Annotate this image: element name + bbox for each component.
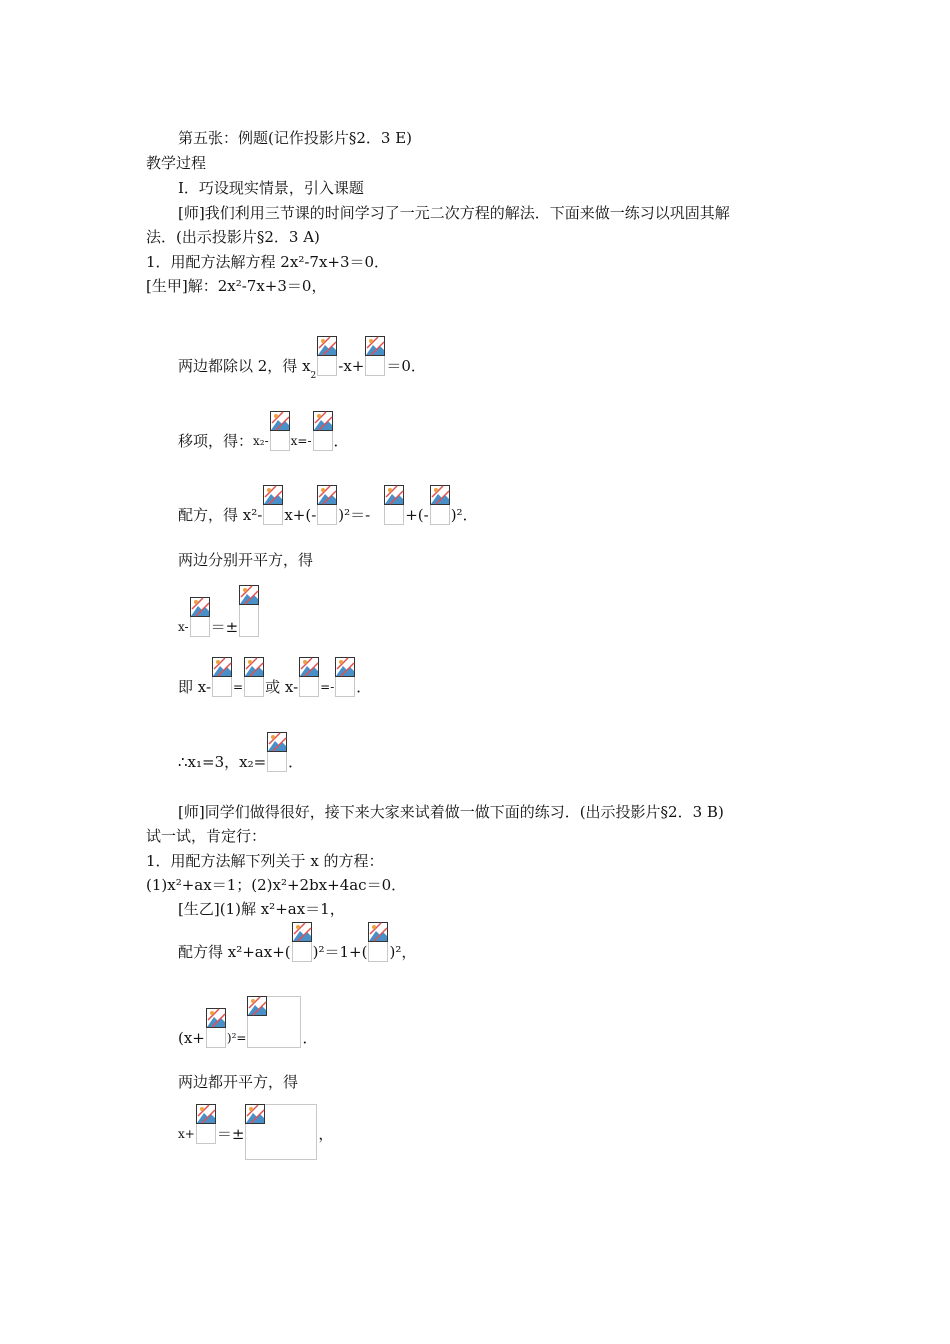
formula-image-placeholder	[335, 657, 355, 697]
formula-image-placeholder	[430, 485, 450, 525]
step-divide: 两边都除以 2，得 x 2 -x+ ＝0．	[178, 336, 426, 376]
formula-image-placeholder	[317, 336, 337, 376]
formula-image-placeholder	[267, 732, 287, 772]
step-b-square: (x+ )²= ．	[178, 996, 317, 1048]
broken-image-icon	[245, 1104, 265, 1124]
slide5-heading: 第五张：例题(记作投影片§2．3 E)	[178, 129, 413, 147]
step-move: 移项，得： x₂- x=- ．	[178, 411, 349, 451]
section-1-title: Ⅰ．巧设现实情景，引入课题	[178, 179, 364, 197]
teacher-paragraph-1: [师]我们利用三节课的时间学习了一元二次方程的解法．下面来做一练习以巩固其解	[178, 204, 730, 222]
broken-image-icon	[239, 585, 259, 605]
step-b-complete-square: 配方得 x²+ax+( )²＝1+( )²，	[178, 922, 416, 962]
formula-image-placeholder	[317, 485, 337, 525]
broken-image-icon	[384, 485, 404, 505]
problem-1: 1．用配方法解方程 2x²-7x+3＝0．	[146, 253, 390, 271]
broken-image-icon	[196, 1104, 216, 1124]
broken-image-icon	[206, 1008, 226, 1028]
broken-image-icon	[430, 485, 450, 505]
formula-image-placeholder	[368, 922, 388, 962]
broken-image-icon	[190, 597, 210, 617]
broken-image-icon	[313, 411, 333, 431]
broken-image-icon	[299, 657, 319, 677]
step-result: ∴x₁=3，x₂= ．	[178, 732, 303, 772]
formula-image-placeholder	[190, 597, 210, 637]
step-sqrt: x- ＝±	[178, 585, 260, 637]
formula-image-placeholder	[365, 336, 385, 376]
formula-image-placeholder	[263, 485, 283, 525]
broken-image-icon	[317, 485, 337, 505]
step-either: 即 x- = 或 x- =- ．	[178, 657, 371, 697]
formula-image-placeholder	[384, 485, 404, 525]
broken-image-icon	[244, 657, 264, 677]
formula-image-placeholder	[313, 411, 333, 451]
broken-image-icon	[292, 922, 312, 942]
formula-image-placeholder	[292, 922, 312, 962]
step-b-sqrt: x+ ＝± ，	[178, 1104, 333, 1160]
problem-2: 1．用配方法解下列关于 x 的方程：	[146, 852, 384, 870]
formula-image-placeholder	[270, 411, 290, 451]
formula-image-placeholder	[247, 996, 301, 1048]
broken-image-icon	[263, 485, 283, 505]
step-b-sqrt-label: 两边都开平方，得	[178, 1073, 299, 1091]
broken-image-icon	[368, 922, 388, 942]
broken-image-icon	[335, 657, 355, 677]
step-sqrt-label: 两边分别开平方，得	[178, 551, 314, 569]
formula-image-placeholder	[245, 1104, 317, 1160]
formula-image-placeholder	[206, 1008, 226, 1048]
problem-2-items: (1)x²+ax＝1；(2)x²+2bx+4ac＝0．	[146, 876, 407, 894]
teacher-paragraph-2: [师]同学们做得很好，接下来大家来试着做一做下面的练习．(出示投影片§2．3 B)	[178, 803, 724, 821]
student-a-line: [生甲]解：2x²-7x+3＝0，	[146, 277, 327, 295]
process-heading: 教学过程	[146, 154, 207, 172]
teacher-paragraph-1-cont: 法．(出示投影片§2．3 A)	[146, 228, 320, 246]
broken-image-icon	[317, 336, 337, 356]
formula-image-placeholder	[299, 657, 319, 697]
broken-image-icon	[267, 732, 287, 752]
formula-image-placeholder	[244, 657, 264, 697]
formula-image-placeholder	[239, 585, 259, 637]
formula-image-placeholder	[196, 1104, 216, 1144]
broken-image-icon	[212, 657, 232, 677]
try-it-line: 试一试，肯定行：	[146, 827, 267, 845]
step-complete-square: 配方，得 x²- x+(- )²＝- +(- )²．	[178, 485, 478, 525]
broken-image-icon	[247, 996, 267, 1016]
broken-image-icon	[270, 411, 290, 431]
formula-image-placeholder	[212, 657, 232, 697]
broken-image-icon	[365, 336, 385, 356]
student-b-line: [生乙](1)解 x²+ax＝1，	[178, 900, 345, 918]
